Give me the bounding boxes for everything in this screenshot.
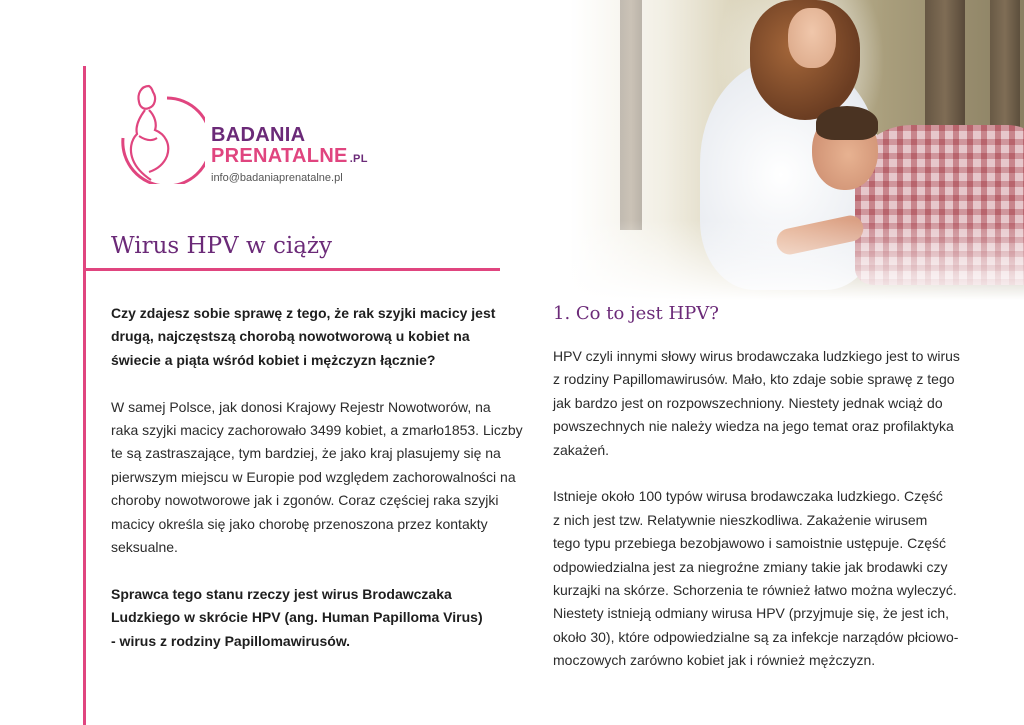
right-column (553, 345, 983, 673)
paragraph-line: choroby nowotworowe jak i zgonów. Coraz częściej raka szyjki (111, 492, 499, 509)
paragraph-line: Istnieje około 100 typów wirusa brodawczaka ludzkiego. Część (553, 488, 943, 505)
paragraph-line: z rodziny Papillomawirusów. Mało, kto zdaje sobie sprawę z tego (553, 371, 955, 388)
brand-tld: .PL (349, 153, 368, 165)
paragraph-line: raka szyjki macicy zachorowało 3499 kobiet, a zmarło1853. Liczby (111, 422, 523, 439)
couple-photo (470, 0, 1024, 300)
page-title: Wirus HPV w ciąży (111, 233, 333, 259)
brand-name-prenatalne: PRENATALNE (211, 145, 348, 167)
title-underline (83, 268, 500, 271)
man-hair (816, 106, 878, 140)
paragraph-line: tego typu przebiega bezobjawowo i samoistnie ustępuje. Część (553, 535, 947, 552)
closing-bold-line: Sprawca tego stanu rzeczy jest wirus Brodawczaka (111, 585, 452, 602)
pregnant-woman-logo-icon (105, 80, 205, 184)
paragraph-line: jak bardzo jest on rozpowszechniony. Niestety jednak wciąż do (553, 394, 943, 411)
contact-email: info@badaniaprenatalne.pl (211, 172, 343, 184)
section-title: 1. Co to jest HPV? (553, 303, 719, 324)
closing-bold-line: Ludzkiego w skrócie HPV (ang. Human Papilloma Virus) (111, 609, 483, 626)
paragraph-line: odpowiedzialna jest za niegroźne zmiany takie jak brodawki czy (553, 558, 948, 575)
paragraph-line: około 30), które odpowiedzialne są za infekcje narządów płciowo- (553, 628, 959, 645)
paragraph-line: HPV czyli innymi słowy wirus brodawczaka ludzkiego jest to wirus (553, 348, 960, 364)
paragraph-line: zakażeń. (553, 441, 610, 458)
intro-bold-line: Czy zdajesz sobie sprawę z tego, że rak szyjki macicy jest (111, 305, 496, 321)
brand-name-line2 (211, 145, 368, 168)
frame-vertical-line (83, 66, 86, 725)
paragraph-line: z nich jest tzw. Relatywnie nieszkodliwa. Zakażenie wirusem (553, 511, 928, 528)
closing-bold-line: - wirus z rodziny Papillomawirusów. (111, 632, 351, 649)
paragraph-line: W samej Polsce, jak donosi Krajowy Rejestr Nowotworów, na (111, 398, 491, 415)
intro-bold-line: drugą, najczęstszą chorobą nowotworową u kobiet na (111, 328, 470, 345)
photo-fade (470, 220, 1024, 300)
brand-name-line1: BADANIA (211, 124, 306, 146)
paragraph-line: seksualne. (111, 539, 178, 556)
tree-trunk (620, 0, 642, 230)
paragraph-line: macicy określa się jako chorobę przenoszona przez kontakty (111, 515, 488, 532)
left-column (111, 302, 527, 653)
paragraph-line: powszechnych nie należy wiedza na jego temat oraz profilaktyka (553, 418, 954, 435)
paragraph-line: te są zastraszające, tym bardziej, że jako kraj plasujemy się na (111, 445, 501, 462)
woman-face (788, 8, 836, 68)
paragraph-line: kurzajki na skórze. Schorzenia te również łatwo można wyleczyć. (553, 582, 957, 599)
paragraph-line: pierwszym miejscu w Europie pod względem zachorowalności na (111, 468, 516, 485)
paragraph-line: moczowych zarówno kobiet jak i również mężczyzn. (553, 652, 876, 669)
paragraph-line: Niestety istnieją odmiany wirusa HPV (przyjmuje się, że jest ich, (553, 605, 950, 622)
intro-bold-line: świecie a piąta wśród kobiet i mężczyzn łącznie? (111, 351, 436, 368)
